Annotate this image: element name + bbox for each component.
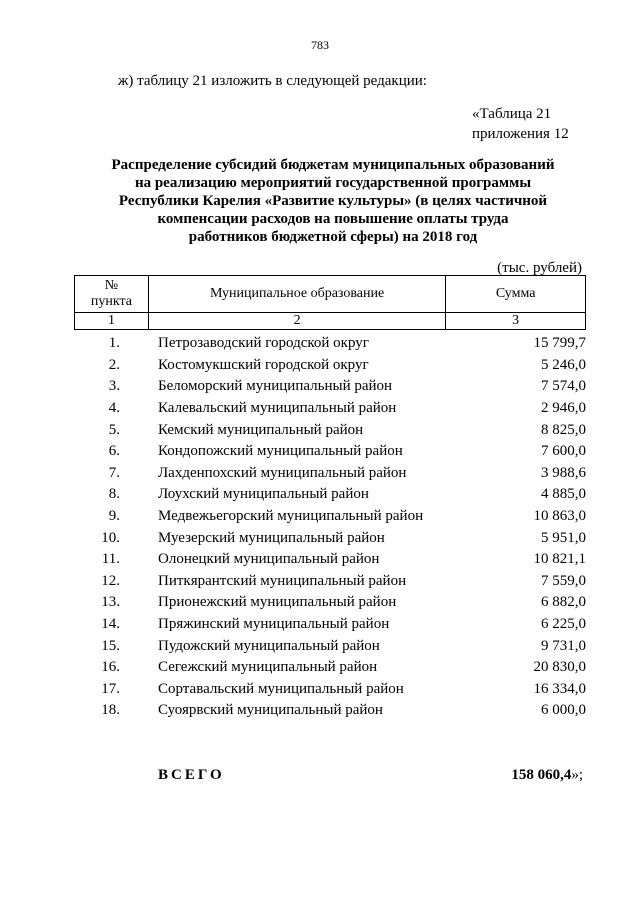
row-amount: 4 885,0 xyxy=(541,486,586,503)
units-label: (тыс. рублей) xyxy=(497,260,582,276)
row-number: 9. xyxy=(108,508,120,525)
row-amount: 16 334,0 xyxy=(533,680,586,697)
table-body xyxy=(74,333,586,722)
title-line: Республики Карелия «Развитие культуры» (в целях частичной xyxy=(118,193,548,209)
row-name: Калевальский муниципальный район xyxy=(158,400,397,417)
header-number-label: пункта xyxy=(90,294,132,309)
table-row xyxy=(74,506,586,528)
title-line: работников бюджетной сферы) на 2018 год xyxy=(188,229,478,245)
row-number: 17. xyxy=(101,680,120,697)
row-name: Кемский муниципальный район xyxy=(158,421,364,438)
row-number: 5. xyxy=(108,421,120,438)
row-name: Питкярантский муниципальный район xyxy=(158,572,407,589)
row-number: 18. xyxy=(101,702,120,719)
title-line: на реализацию мероприятий государственной программы xyxy=(134,175,532,191)
total-amount: 158 060,4 xyxy=(511,767,572,783)
table-row xyxy=(74,657,586,679)
total-label: ВСЕГО xyxy=(158,767,225,783)
row-name: Лоухский муниципальный район xyxy=(158,486,369,503)
title-line: Распределение субсидий бюджетам муниципальных образований xyxy=(111,157,555,173)
header-amount-col: Сумма xyxy=(446,276,586,313)
header-number-col xyxy=(75,276,149,313)
row-amount: 10 821,1 xyxy=(533,551,586,568)
row-number: 6. xyxy=(108,443,120,460)
table-row xyxy=(74,355,586,377)
row-amount: 8 825,0 xyxy=(541,421,586,438)
table-row xyxy=(74,679,586,701)
intro-text: ж) таблицу 21 изложить в следующей редакции: xyxy=(118,73,427,89)
row-name: Олонецкий муниципальный район xyxy=(158,551,380,568)
row-number: 1. xyxy=(108,335,120,352)
table-row xyxy=(74,484,586,506)
row-name: Лахденпохский муниципальный район xyxy=(158,464,407,481)
row-number: 13. xyxy=(101,594,120,611)
row-name: Прионежский муниципальный район xyxy=(158,594,397,611)
table-row xyxy=(74,376,586,398)
table-ref-line-1: «Таблица 21 xyxy=(472,106,552,122)
row-amount: 6 882,0 xyxy=(541,594,586,611)
table-row xyxy=(74,614,586,636)
row-amount: 10 863,0 xyxy=(533,508,586,525)
row-amount: 3 988,6 xyxy=(541,464,586,481)
row-number: 10. xyxy=(101,529,120,546)
row-name: Пудожский муниципальный район xyxy=(158,637,380,654)
total-suffix: »; xyxy=(571,767,583,783)
total-value xyxy=(511,767,583,784)
header-index-2: 2 xyxy=(148,313,445,330)
row-amount: 5 951,0 xyxy=(541,529,586,546)
row-amount: 20 830,0 xyxy=(533,659,586,676)
row-name: Медвежьегорский муниципальный район xyxy=(158,508,424,525)
document-title xyxy=(80,156,586,246)
row-number: 3. xyxy=(108,378,120,395)
row-number: 11. xyxy=(101,551,120,568)
row-amount: 7 559,0 xyxy=(541,572,586,589)
table-row xyxy=(74,527,586,549)
row-name: Пряжинский муниципальный район xyxy=(158,616,390,633)
row-number: 12. xyxy=(101,572,120,589)
row-number: 8. xyxy=(108,486,120,503)
table-ref-line-2: приложения 12 xyxy=(472,126,569,142)
table-row xyxy=(74,441,586,463)
row-amount: 7 574,0 xyxy=(541,378,586,395)
table-header xyxy=(74,275,586,330)
row-number: 16. xyxy=(101,659,120,676)
row-number: 4. xyxy=(108,400,120,417)
row-amount: 15 799,7 xyxy=(533,335,586,352)
row-name: Муезерский муниципальный район xyxy=(158,529,385,546)
table-row xyxy=(74,398,586,420)
row-amount: 2 946,0 xyxy=(541,400,586,417)
row-amount: 6 000,0 xyxy=(541,702,586,719)
row-number: 15. xyxy=(101,637,120,654)
table-row xyxy=(74,333,586,355)
row-name: Сортавальский муниципальный район xyxy=(158,680,404,697)
row-number: 7. xyxy=(108,464,120,481)
row-amount: 5 246,0 xyxy=(541,356,586,373)
row-name: Кондопожский муниципальный район xyxy=(158,443,403,460)
row-amount: 9 731,0 xyxy=(541,637,586,654)
header-municipality-col: Муниципальное образование xyxy=(148,276,445,313)
row-name: Сегежский муниципальный район xyxy=(158,659,378,676)
table-row xyxy=(74,700,586,722)
page-number: 783 xyxy=(311,38,329,52)
row-number: 2. xyxy=(108,356,120,373)
header-number-symbol: № xyxy=(104,278,119,293)
row-name: Суоярвский муниципальный район xyxy=(158,702,383,719)
table-row xyxy=(74,635,586,657)
row-name: Костомукшский городской округ xyxy=(158,356,369,373)
table-reference xyxy=(472,104,569,144)
header-index-1: 1 xyxy=(75,313,149,330)
row-amount: 6 225,0 xyxy=(541,616,586,633)
table-row xyxy=(74,419,586,441)
table-row xyxy=(74,549,586,571)
row-name: Петрозаводский городской округ xyxy=(158,335,369,352)
row-name: Беломорский муниципальный район xyxy=(158,378,393,395)
table-row xyxy=(74,592,586,614)
table-row xyxy=(74,463,586,485)
row-number: 14. xyxy=(101,616,120,633)
table-row xyxy=(74,571,586,593)
title-line: компенсации расходов на повышение оплаты труда xyxy=(157,211,509,227)
row-amount: 7 600,0 xyxy=(541,443,586,460)
header-index-3: 3 xyxy=(446,313,586,330)
